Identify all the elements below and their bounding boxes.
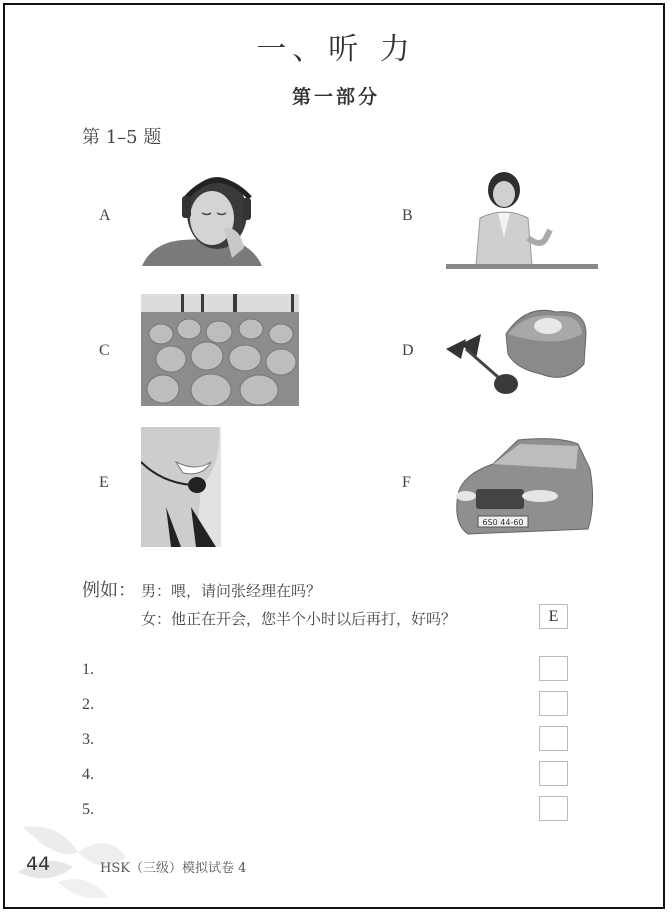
section-title: 一、听 力: [256, 32, 416, 67]
option-letter-b: B: [402, 207, 413, 224]
example-dialog-man: 男：喂，请问张经理在吗？: [141, 582, 322, 600]
car-photo: [448, 434, 598, 542]
option-letter-d: D: [402, 342, 414, 359]
example-dialog-woman: 女：他正在开会，您半个小时以后再打，好吗？: [141, 610, 457, 628]
smiling-woman-with-headset-mic-photo: [141, 427, 221, 547]
example-answer-box: E: [539, 604, 568, 629]
answer-box-4[interactable]: [539, 761, 568, 786]
option-letter-e: E: [99, 474, 109, 491]
question-number-5: 5.: [82, 801, 94, 818]
question-number-4: 4.: [82, 766, 94, 783]
question-number-1: 1.: [82, 661, 94, 678]
option-letter-f: F: [402, 474, 411, 491]
book-title: HSK（三级）模拟试卷 4: [100, 861, 247, 876]
answer-box-1[interactable]: [539, 656, 568, 681]
rose-and-heart-gift-box-photo: [446, 304, 591, 396]
part-title: 第一部分: [291, 86, 380, 108]
tulip-field-photo: [141, 294, 299, 406]
option-letter-c: C: [99, 342, 110, 359]
answer-box-2[interactable]: [539, 691, 568, 716]
woman-at-desk-presenting-photo: [446, 168, 598, 272]
answer-box-5[interactable]: [539, 796, 568, 821]
question-number-2: 2.: [82, 696, 94, 713]
option-letter-a: A: [99, 207, 111, 224]
page-number: 44: [26, 853, 51, 875]
license-plate: 6S0 44-60: [482, 518, 524, 527]
question-number-3: 3.: [82, 731, 94, 748]
question-range: 第 1–5 题: [82, 127, 162, 148]
example-label: 例如：: [82, 580, 136, 601]
answer-box-3[interactable]: [539, 726, 568, 751]
woman-with-headphones-photo: [142, 168, 264, 266]
